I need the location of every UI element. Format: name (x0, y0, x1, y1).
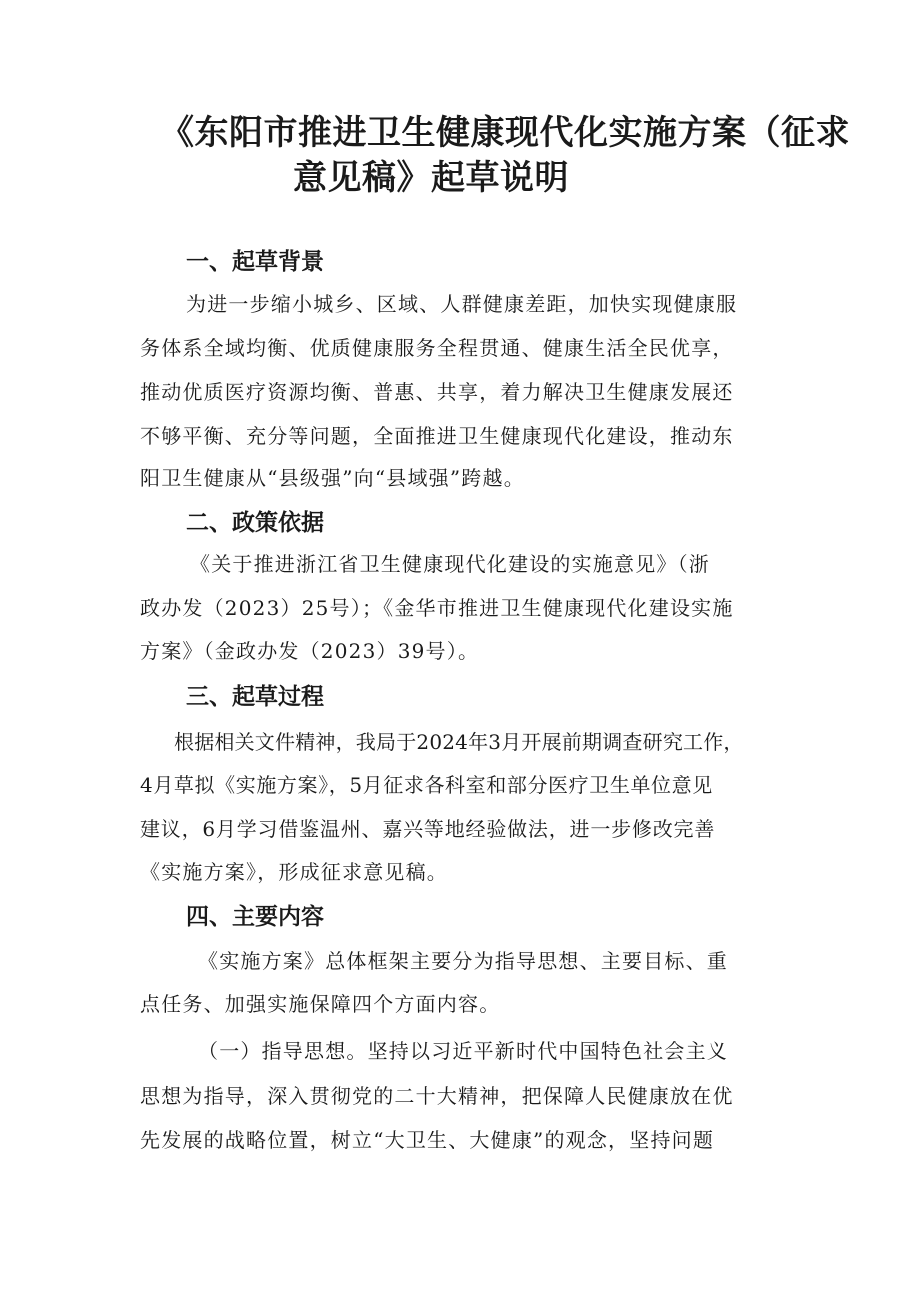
paragraph-line: 点任务、加强实施保障四个方面内容。 (140, 992, 501, 1016)
section-heading-drafting-process: 三、起草过程 (186, 684, 324, 710)
paragraph-line: 先发展的战略位置，树立“大卫生、大健康”的观念，坚持问题 (140, 1128, 715, 1152)
paragraph-line: 不够平衡、充分等问题，全面推进卫生健康现代化建设，推动东 (140, 424, 734, 448)
paragraph-line: （一）指导思想。坚持以习近平新时代中国特色社会主义 (198, 1039, 728, 1063)
paragraph-line: 政办发（2023）25号）；《金华市推进卫生健康现代化建设实施 (140, 596, 734, 620)
paragraph-line: 思想为指导，深入贯彻党的二十大精神，把保障人民健康放在优 (140, 1084, 734, 1108)
paragraph-line: 为进一步缩小城乡、区域、人群健康差距，加快实现健康服 (186, 292, 738, 316)
paragraph-line: 阳卫生健康从“县级强”向“县域强”跨越。 (140, 466, 525, 490)
paragraph-line: 建议，6月学习借鉴温州、嘉兴等地经验做法，进一步修改完善 (140, 817, 716, 841)
section-heading-policy-basis: 二、政策依据 (186, 510, 324, 536)
section-heading-background: 一、起草背景 (186, 249, 324, 275)
document-title-line-1: 《东阳市推进卫生健康现代化实施方案（征求 (160, 113, 850, 153)
section-heading-main-content: 四、主要内容 (186, 904, 324, 930)
paragraph-line: 《实施方案》，形成征求意见稿。 (140, 860, 448, 884)
paragraph-line: 根据相关文件精神，我局于2024年3月开展前期调查研究工作， (174, 730, 744, 754)
document-title-line-2: 意见稿》起草说明 (293, 158, 569, 198)
paragraph-line: 务体系全域均衡、优质健康服务全程贯通、健康生活全民优享， (140, 336, 734, 360)
paragraph-line: 《实施方案》总体框架主要分为指导思想、主要目标、重 (198, 949, 728, 973)
paragraph-line: 4月草拟《实施方案》，5月征求各科室和部分医疗卫生单位意见 (140, 773, 713, 797)
paragraph-line: 方案》（金政办发（2023）39号）。 (140, 639, 480, 663)
paragraph-line: 推动优质医疗资源均衡、普惠、共享，着力解决卫生健康发展还 (140, 380, 734, 404)
paragraph-line: 《关于推进浙江省卫生健康现代化建设的实施意见》（浙 (190, 552, 710, 576)
